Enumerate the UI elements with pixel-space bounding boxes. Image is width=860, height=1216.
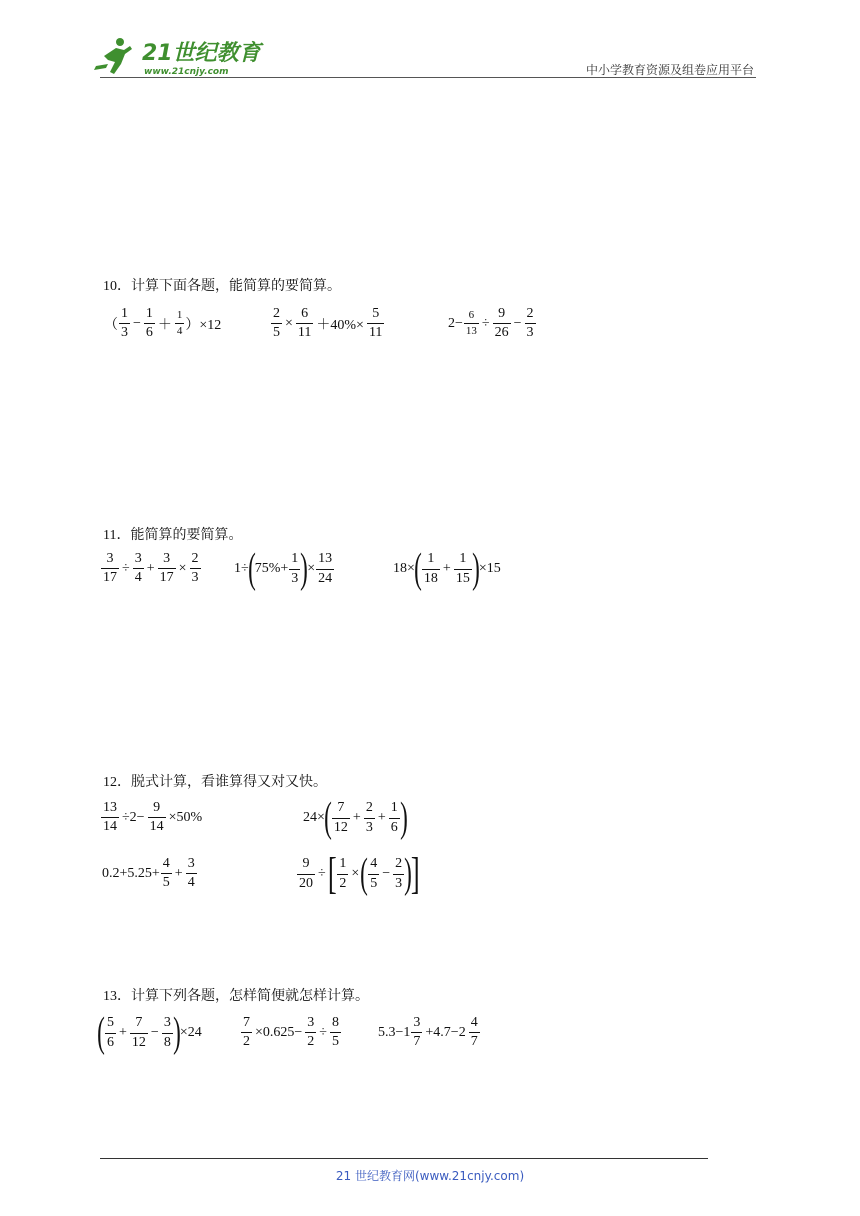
q11-expr-3: 18× ( $\frac{1}{18}$ + $\frac{1}{15}$ ) ×15 [393,546,501,592]
q11-expr-2: 1÷ ( 75%+ $\frac{1}{3}$ ) × $\frac{13}{24}$ [234,546,333,592]
logo-url: www.21cnjy.com [144,67,229,77]
q12-expr-1: $\frac{13}{14}$ ÷2− $\frac{9}{14}$ ×50% [103,800,203,835]
q13-expr-2: $\frac{7}{2}$ ×0.625− $\frac{3}{2}$ ÷ $\frac{8}{5}$ [243,1015,339,1050]
site-logo [94,34,264,80]
question-10-title: 10．计算下面各题，能简算的要简算。 [103,278,341,294]
q12-expr-3: 0.2+5.25+ $\frac{4}{5}$ + $\frac{3}{4}$ [102,856,195,891]
q12-expr-2: 24× ( $\frac{7}{12}$ + $\frac{2}{3}$ + $\frac{1}{6}$ ) [303,795,408,841]
q10-expr-3: 2− $\frac{6}{13}$ ÷ $\frac{9}{26}$ − $\frac{2}{3}$ [448,306,534,341]
q11-expr-1: $\frac{3}{17}$ ÷ $\frac{3}{4}$ + $\frac{3}{17}$ × $\frac{2}{3}$ [103,551,199,586]
platform-name: 中小学教育资源及组卷应用平台 [585,63,754,77]
question-13-title: 13．计算下列各题，怎样简便就怎样计算。 [103,988,369,1004]
q12-expr-4: $\frac{9}{20}$ ÷ [ $\frac{1}{2}$ × ( $\frac{4}{5}$ − $\frac{2}{3}$ ) ] [299,849,420,898]
logo-text: 21世纪教育 [142,41,261,66]
q13-expr-3: 5.3−1 $\frac{3}{7}$ +4.7−2 $\frac{4}{7}$ [378,1015,478,1050]
question-11-title: 11．能简算的要简算。 [103,527,243,543]
q10-expr-2: $\frac{2}{5}$ × $\frac{6}{11}$ ＋40%× $\frac{5}{11}$ [273,306,383,341]
footer-divider [100,1158,708,1159]
footer-link[interactable]: 21 世纪教育网(www.21cnjy.com) [335,1169,525,1183]
q10-expr-1: （ $\frac{1}{3}$ − $\frac{1}{6}$ ＋ $\frac{1}{4}$ ）×12 [104,306,222,341]
header-divider [100,77,756,78]
question-12-title: 12．脱式计算，看谁算得又对又快。 [103,774,327,790]
q13-expr-1: ( $\frac{5}{6}$ + $\frac{7}{12}$ − $\frac{3}{8}$ ) ×24 [97,1010,202,1056]
